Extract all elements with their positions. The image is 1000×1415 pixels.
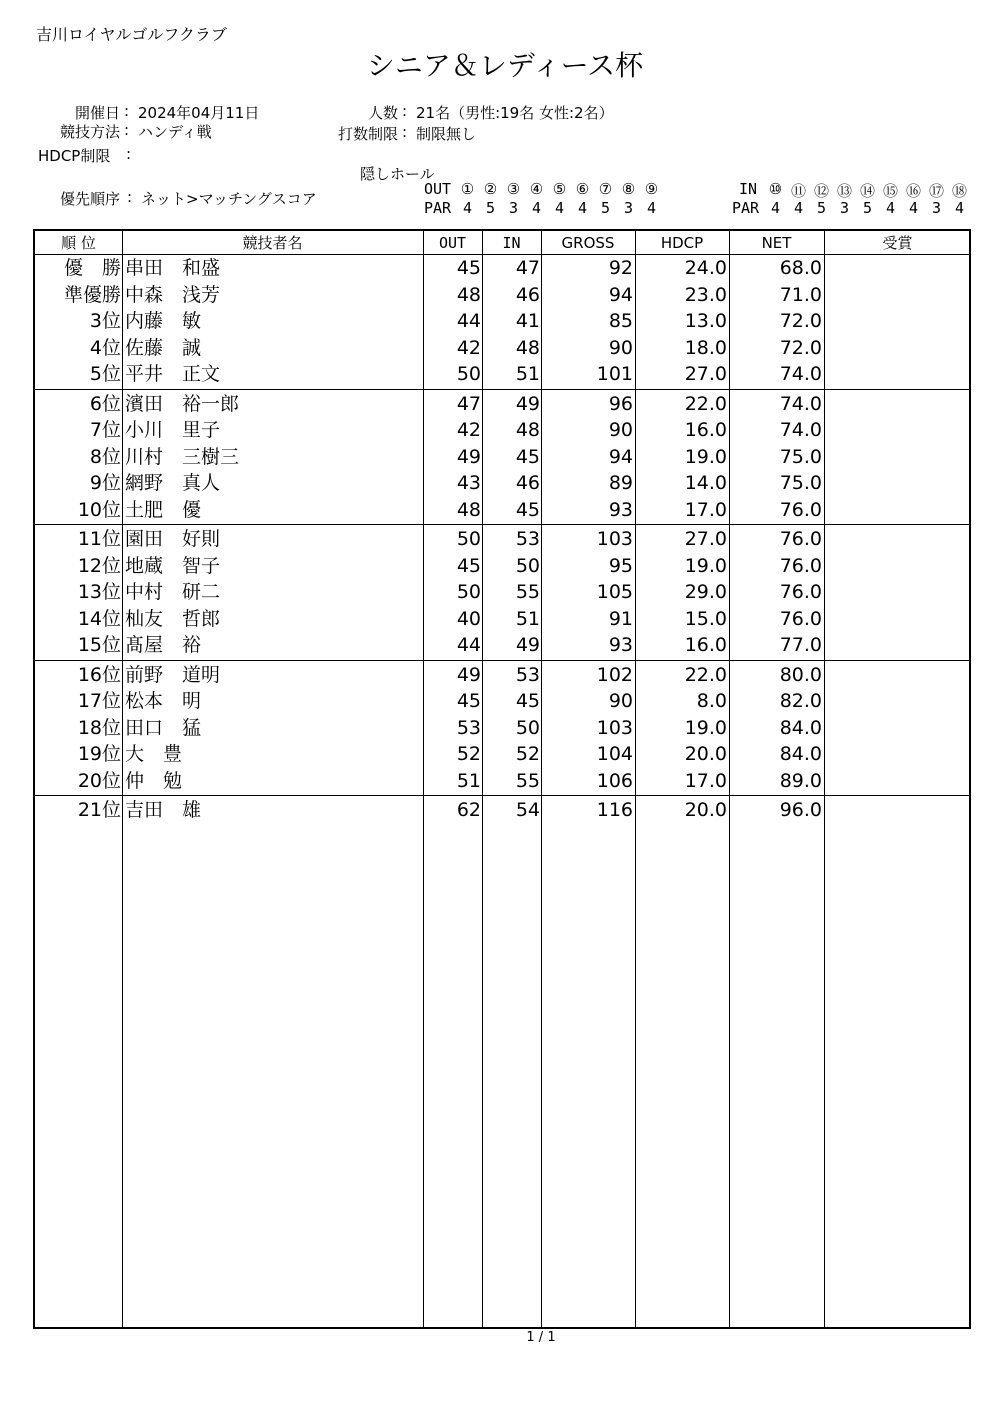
cell-net: 77.0	[779, 634, 822, 656]
cell-net: 72.0	[779, 310, 822, 332]
results-table	[33, 229, 971, 1329]
out-hole-4: ④	[529, 180, 544, 198]
table-row	[35, 417, 969, 444]
cell-out: 51	[456, 769, 481, 792]
table-row	[35, 688, 969, 715]
table-row	[35, 606, 969, 633]
out-par-3: 3	[508, 199, 519, 217]
cell-name: 土肥 優	[125, 498, 202, 521]
table-row	[35, 470, 969, 497]
in-par-3: 5	[816, 199, 827, 217]
cell-rank: 3位	[89, 310, 121, 332]
header-award: 受賞	[882, 234, 913, 252]
club-name: 吉川ロイヤルゴルフクラブ	[36, 25, 227, 44]
out-par-7: 5	[600, 199, 611, 217]
cell-hdcp: 19.0	[684, 554, 727, 577]
table-row	[35, 335, 969, 362]
table-row	[35, 361, 969, 388]
priority-label: 優先順序	[59, 190, 120, 208]
out-hole-1: ①	[460, 180, 475, 198]
cell-hdcp: 17.0	[684, 769, 727, 792]
cell-in: 49	[515, 392, 540, 415]
table-row	[35, 797, 969, 824]
cell-hdcp: 18.0	[684, 336, 727, 359]
cell-gross: 102	[596, 663, 633, 686]
in-hole-2: ⑪	[790, 182, 806, 200]
table-row	[35, 768, 969, 795]
cell-hdcp: 23.0	[684, 283, 727, 306]
cell-out: 49	[456, 663, 481, 686]
out-par-5: 4	[554, 199, 565, 217]
cell-gross: 94	[608, 445, 633, 468]
in-par-6: 4	[885, 199, 896, 217]
cell-out: 43	[456, 472, 481, 494]
header-name: 競技者名	[242, 234, 303, 252]
cell-rank: 13位	[77, 581, 121, 603]
out-hole-6: ⑥	[575, 180, 590, 198]
stroke-limit-colon: :	[402, 123, 408, 141]
out-par-8: 3	[623, 199, 634, 217]
cell-name: 平井 正文	[125, 363, 221, 385]
cell-in: 48	[515, 336, 540, 359]
cell-name: 松本 明	[125, 690, 202, 712]
cell-rank: 9位	[89, 472, 121, 494]
in-hole-5: ⑭	[859, 182, 875, 200]
cell-hdcp: 19.0	[684, 445, 727, 468]
cell-name: 髙屋 裕	[125, 634, 202, 656]
table-row	[35, 553, 969, 580]
cell-in: 47	[515, 257, 540, 279]
table-row	[35, 741, 969, 768]
priority-value: ネット>マッチングスコア	[141, 190, 317, 208]
out-hole-8: ⑧	[621, 180, 636, 198]
in-holes-row	[732, 180, 971, 201]
in-hole-4: ⑬	[836, 182, 852, 200]
cell-rank: 5位	[89, 363, 121, 385]
cell-name: 園田 好則	[125, 528, 221, 550]
cell-rank: 14位	[77, 607, 121, 630]
stroke-limit-value: 制限無し	[416, 125, 477, 143]
out-par-9: 4	[646, 199, 657, 217]
header-net: NET	[761, 234, 792, 252]
cell-gross: 103	[596, 528, 633, 550]
cell-hdcp: 17.0	[684, 498, 727, 521]
cell-name: 網野 真人	[125, 472, 221, 494]
header-gross: GROSS	[561, 234, 615, 252]
out-hole-3: ③	[506, 180, 521, 198]
cell-net: 76.0	[779, 554, 822, 577]
in-hole-9: ⑱	[951, 182, 967, 200]
out-par-label: PAR	[424, 199, 452, 217]
cell-rank: 15位	[77, 634, 121, 656]
cell-in: 49	[515, 634, 540, 656]
page-title: シニア＆レディース杯	[366, 49, 644, 82]
in-par-label: PAR	[732, 199, 760, 217]
cell-hdcp: 8.0	[696, 690, 727, 712]
out-label: OUT	[424, 180, 452, 198]
cell-in: 51	[515, 363, 540, 385]
cell-name: 中村 研二	[125, 581, 221, 603]
table-row	[35, 579, 969, 606]
cell-rank: 19位	[77, 743, 121, 765]
out-par-row	[424, 199, 663, 217]
cell-gross: 92	[608, 257, 633, 279]
in-hole-6: ⑮	[882, 182, 898, 200]
table-row	[35, 662, 969, 689]
cell-name: 串田 和盛	[125, 257, 221, 279]
cell-rank: 6位	[89, 392, 121, 415]
cell-name: 佐藤 誠	[125, 336, 202, 359]
cell-in: 55	[515, 769, 540, 792]
cell-in: 51	[515, 607, 540, 630]
date-label: 開催日	[74, 104, 120, 122]
in-par-8: 3	[931, 199, 942, 217]
method-label: 競技方法	[59, 123, 120, 141]
cell-hdcp: 20.0	[684, 743, 727, 765]
hdcp-limit-colon: :	[126, 145, 132, 163]
stroke-limit-label: 打数制限	[337, 125, 398, 143]
count-label: 人数	[367, 104, 398, 122]
out-par-4: 4	[531, 199, 542, 217]
in-label: IN	[738, 180, 758, 198]
cell-net: 76.0	[779, 498, 822, 521]
cell-in: 53	[515, 663, 540, 686]
date-value: 2024年04月11日	[138, 104, 260, 122]
out-hole-2: ②	[483, 180, 498, 198]
cell-net: 80.0	[779, 663, 822, 686]
cell-gross: 90	[608, 419, 633, 441]
in-hole-1: ⑩	[768, 180, 783, 198]
out-hole-9: ⑨	[644, 180, 659, 198]
cell-rank: 10位	[77, 498, 121, 521]
cell-gross: 90	[608, 690, 633, 712]
cell-out: 53	[456, 716, 481, 739]
cell-gross: 94	[608, 283, 633, 306]
cell-gross: 91	[608, 607, 633, 630]
in-hole-7: ⑯	[905, 182, 921, 200]
cell-name: 杣友 哲郎	[125, 607, 221, 630]
cell-out: 50	[456, 528, 481, 550]
table-row	[35, 255, 969, 282]
cell-out: 44	[456, 310, 481, 332]
cell-name: 中森 浅芳	[125, 283, 221, 306]
cell-out: 47	[456, 392, 481, 415]
cell-name: 内藤 敏	[125, 310, 202, 332]
cell-gross: 96	[608, 392, 633, 415]
method-value: ハンディ戦	[138, 123, 212, 141]
cell-net: 82.0	[779, 690, 822, 712]
table-row	[35, 632, 969, 659]
priority-colon: :	[127, 188, 133, 206]
cell-name: 前野 道明	[125, 663, 221, 686]
cell-hdcp: 22.0	[684, 663, 727, 686]
cell-rank: 18位	[77, 716, 121, 739]
in-par-4: 3	[839, 199, 850, 217]
cell-net: 74.0	[779, 392, 822, 415]
cell-gross: 95	[608, 554, 633, 577]
cell-hdcp: 16.0	[684, 419, 727, 441]
table-row	[35, 497, 969, 524]
cell-gross: 116	[596, 799, 633, 821]
cell-out: 50	[456, 581, 481, 603]
cell-net: 76.0	[779, 581, 822, 603]
in-par-7: 4	[908, 199, 919, 217]
cell-name: 地蔵 智子	[125, 554, 221, 577]
cell-in: 45	[515, 498, 540, 521]
cell-name: 田口 猛	[125, 716, 202, 739]
cell-net: 76.0	[779, 528, 822, 550]
cell-net: 89.0	[779, 769, 822, 792]
header-out: OUT	[438, 234, 467, 252]
in-hole-3: ⑫	[813, 182, 829, 200]
method-colon: :	[124, 121, 130, 139]
in-par-2: 4	[793, 199, 804, 217]
out-holes-row	[424, 180, 663, 198]
cell-net: 84.0	[779, 743, 822, 765]
cell-in: 52	[515, 743, 540, 765]
cell-net: 72.0	[779, 336, 822, 359]
cell-rank: 12位	[77, 554, 121, 577]
cell-hdcp: 27.0	[684, 363, 727, 385]
cell-out: 45	[456, 257, 481, 279]
cell-in: 48	[515, 419, 540, 441]
cell-hdcp: 22.0	[684, 392, 727, 415]
cell-out: 50	[456, 363, 481, 385]
cell-in: 41	[515, 310, 540, 332]
cell-in: 50	[515, 554, 540, 577]
cell-name: 吉田 雄	[125, 799, 202, 821]
cell-gross: 85	[608, 310, 633, 332]
cell-gross: 90	[608, 336, 633, 359]
cell-gross: 93	[608, 498, 633, 521]
cell-net: 74.0	[779, 419, 822, 441]
cell-gross: 103	[596, 716, 633, 739]
header-rank: 順 位	[61, 234, 96, 252]
cell-hdcp: 29.0	[684, 581, 727, 603]
in-par-1: 4	[770, 199, 781, 217]
cell-out: 45	[456, 554, 481, 577]
cell-net: 96.0	[779, 799, 822, 821]
cell-hdcp: 14.0	[684, 472, 727, 494]
count-value: 21名（男性:19名 女性:2名）	[416, 104, 614, 122]
cell-out: 42	[456, 419, 481, 441]
cell-net: 75.0	[779, 445, 822, 468]
cell-name: 濱田 裕一郎	[125, 392, 240, 415]
cell-gross: 106	[596, 769, 633, 792]
cell-net: 71.0	[779, 283, 822, 306]
out-par-6: 4	[577, 199, 588, 217]
cell-in: 45	[515, 445, 540, 468]
cell-in: 46	[515, 472, 540, 494]
cell-in: 53	[515, 528, 540, 550]
cell-hdcp: 19.0	[684, 716, 727, 739]
cell-name: 仲 勉	[125, 769, 183, 792]
cell-rank: 20位	[77, 769, 121, 792]
header-in: IN	[502, 234, 521, 252]
cell-net: 75.0	[779, 472, 822, 494]
cell-out: 48	[456, 283, 481, 306]
table-row	[35, 282, 969, 309]
hidden-holes-label: 隠しホール	[360, 165, 435, 183]
cell-rank: 11位	[77, 528, 121, 550]
cell-rank: 17位	[77, 690, 121, 712]
cell-gross: 93	[608, 634, 633, 656]
cell-out: 48	[456, 498, 481, 521]
cell-hdcp: 16.0	[684, 634, 727, 656]
page-number: 1 / 1	[526, 1330, 556, 1345]
cell-hdcp: 15.0	[684, 607, 727, 630]
cell-gross: 89	[608, 472, 633, 494]
cell-gross: 105	[596, 581, 633, 603]
table-row	[35, 444, 969, 471]
cell-out: 42	[456, 336, 481, 359]
out-par-2: 5	[485, 199, 496, 217]
table-row	[35, 715, 969, 742]
cell-gross: 101	[596, 363, 633, 385]
in-par-5: 5	[862, 199, 873, 217]
date-colon: :	[124, 102, 130, 120]
cell-in: 46	[515, 283, 540, 306]
cell-hdcp: 13.0	[684, 310, 727, 332]
in-hole-8: ⑰	[928, 182, 944, 200]
table-row	[35, 526, 969, 553]
cell-out: 45	[456, 690, 481, 712]
cell-out: 62	[456, 799, 481, 821]
header-hdcp: HDCP	[660, 234, 704, 252]
cell-net: 76.0	[779, 607, 822, 630]
cell-out: 40	[456, 607, 481, 630]
cell-name: 小川 里子	[125, 419, 221, 441]
cell-in: 55	[515, 581, 540, 603]
cell-name: 大 豊	[125, 743, 183, 765]
cell-hdcp: 24.0	[684, 257, 727, 279]
cell-out: 49	[456, 445, 481, 468]
in-par-9: 4	[954, 199, 965, 217]
cell-out: 52	[456, 743, 481, 765]
cell-hdcp: 20.0	[684, 799, 727, 821]
cell-name: 川村 三樹三	[125, 445, 240, 468]
cell-in: 50	[515, 716, 540, 739]
out-hole-7: ⑦	[598, 180, 613, 198]
cell-net: 74.0	[779, 363, 822, 385]
hdcp-limit-label: HDCP制限	[38, 147, 111, 165]
table-row	[35, 308, 969, 335]
cell-gross: 104	[596, 743, 633, 765]
cell-net: 68.0	[779, 257, 822, 279]
table-row	[35, 391, 969, 418]
cell-rank: 7位	[89, 419, 121, 441]
cell-out: 44	[456, 634, 481, 656]
in-par-row	[732, 199, 971, 217]
out-par-1: 4	[462, 199, 473, 217]
count-colon: :	[402, 102, 408, 120]
cell-net: 84.0	[779, 716, 822, 739]
cell-in: 45	[515, 690, 540, 712]
cell-hdcp: 27.0	[684, 528, 727, 550]
out-hole-5: ⑤	[552, 180, 567, 198]
cell-rank: 準優勝	[63, 283, 121, 306]
cell-rank: 21位	[77, 799, 121, 821]
cell-rank: 8位	[89, 445, 121, 468]
cell-rank: 16位	[77, 663, 121, 686]
cell-in: 54	[515, 799, 540, 821]
cell-rank: 優 勝	[63, 257, 121, 279]
cell-rank: 4位	[89, 336, 121, 359]
